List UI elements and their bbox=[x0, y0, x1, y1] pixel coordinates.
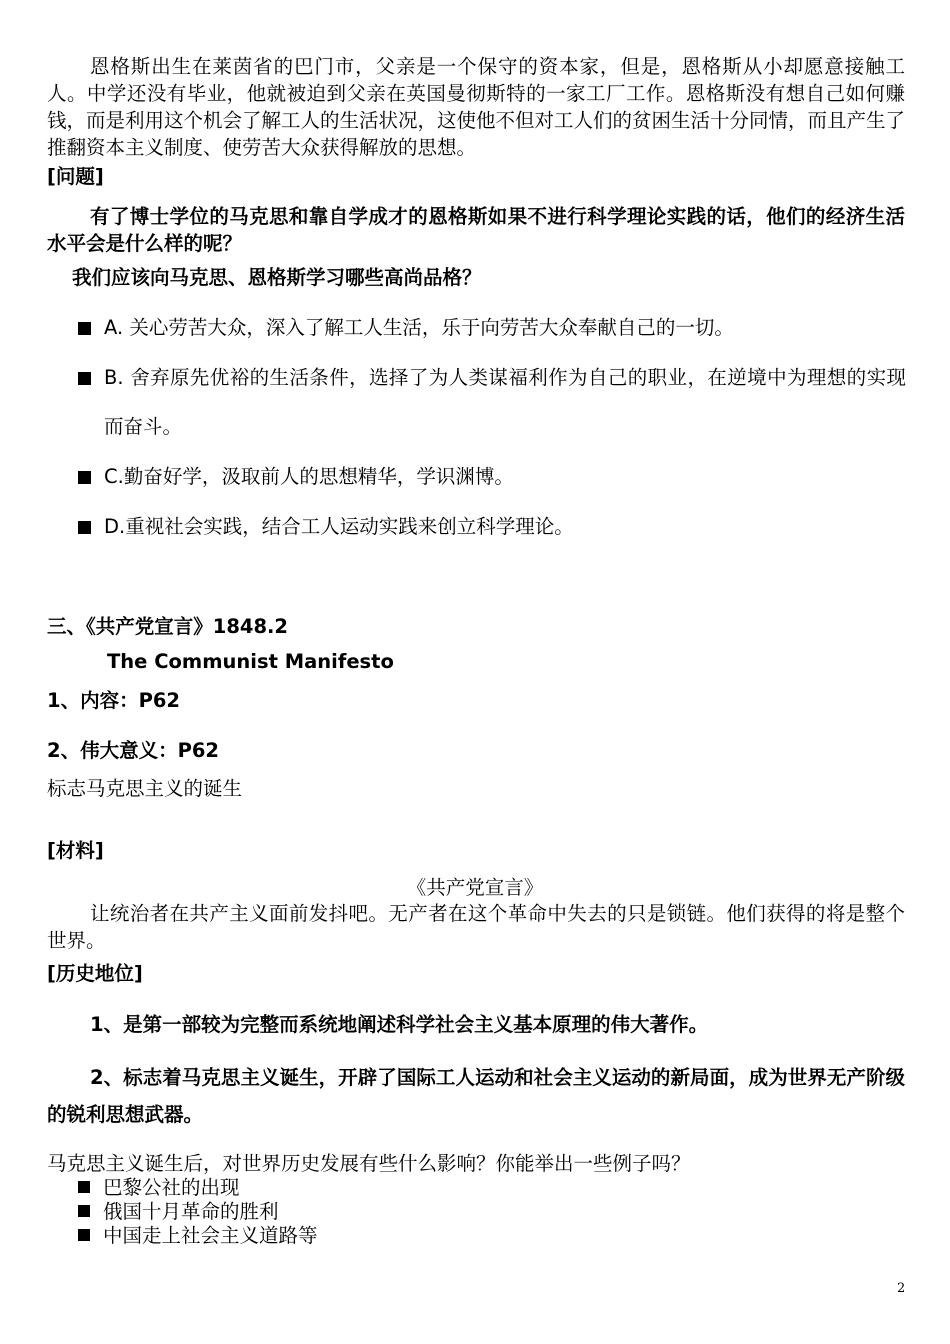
option-letter: C. bbox=[104, 465, 124, 488]
option-text: 舍弃原先优裕的生活条件，选择了为人类谋福利作为自己的职业，在逆境中为理想的实现而奋斗。 bbox=[104, 366, 906, 438]
example-item bbox=[78, 1176, 240, 1200]
option-text: 勤奋好学，汲取前人的思想精华，学识渊博。 bbox=[123, 465, 514, 488]
example-item bbox=[78, 1224, 318, 1248]
option-text: 重视社会实践，结合工人运动实践来创立科学理论。 bbox=[125, 515, 574, 538]
example-text: 巴黎公社的出现 bbox=[103, 1176, 240, 1199]
bullet-square-icon bbox=[78, 1181, 90, 1193]
section-3-subtitle: The Communist Manifesto bbox=[107, 650, 394, 673]
example-item bbox=[78, 1200, 279, 1224]
question-1: 有了博士学位的马克思和靠自学成才的恩格斯如果不进行科学理论实践的话，他们的经济生活水平会是什么样的呢？ bbox=[47, 205, 905, 255]
material-heading: [材料] bbox=[47, 839, 104, 862]
option-text: 关心劳苦大众，深入了解工人生活，乐于向劳苦大众奉献自己的一切。 bbox=[129, 316, 734, 339]
example-text: 俄国十月革命的胜利 bbox=[103, 1200, 279, 1223]
question-heading: [问题] bbox=[47, 165, 104, 188]
bullet-square-icon bbox=[78, 322, 91, 335]
option-letter: A. bbox=[104, 316, 130, 339]
option-a bbox=[78, 303, 906, 352]
example-text: 中国走上社会主义道路等 bbox=[103, 1224, 318, 1247]
significance-note: 标志马克思主义的诞生 bbox=[47, 777, 243, 800]
material-source: 《共产党宣言》 bbox=[406, 876, 544, 899]
material-quote: 让统治者在共产主义面前发抖吧。无产者在这个革命中失去的只是锁链。他们获得的将是整个世界。 bbox=[47, 902, 905, 952]
bullet-square-icon bbox=[78, 1229, 90, 1241]
question-2: 我们应该向马克思、恩格斯学习哪些高尚品格？ bbox=[72, 266, 482, 289]
influence-question: 马克思主义诞生后，对世界历史发展有些什么影响？你能举出一些例子吗？ bbox=[47, 1152, 691, 1175]
history-point-2: 2、标志着马克思主义诞生，开辟了国际工人运动和社会主义运动的新局面，成为世界无产阶级的锐利思想武器。 bbox=[47, 1066, 905, 1126]
option-letter: B. bbox=[104, 366, 131, 389]
section-3-significance: 2、伟大意义：P62 bbox=[47, 739, 219, 762]
bullet-square-icon bbox=[78, 372, 91, 385]
bullet-square-icon bbox=[78, 1205, 90, 1217]
bullet-square-icon bbox=[78, 471, 91, 484]
history-heading: [历史地位] bbox=[47, 962, 143, 985]
page-number: 2 bbox=[897, 1281, 906, 1296]
section-3-content: 1、内容：P62 bbox=[47, 689, 180, 712]
bullet-square-icon bbox=[78, 521, 91, 534]
section-3-title: 三、《共产党宣言》1848.2 bbox=[47, 615, 288, 638]
option-letter: D. bbox=[104, 515, 126, 538]
option-b bbox=[78, 353, 906, 451]
history-point-1: 1、是第一部较为完整而系统地阐述科学社会主义基本原理的伟大著作。 bbox=[90, 1013, 709, 1036]
option-c bbox=[78, 452, 906, 501]
option-d bbox=[78, 502, 906, 551]
intro-paragraph: 恩格斯出生在莱茵省的巴门市，父亲是一个保守的资本家，但是，恩格斯从小却愿意接触工人。中学还没有毕业，他就被迫到父亲在英国曼彻斯特的一家工厂工作。恩格斯没有想自己如何赚钱，而是利用这个机会了解工人的生活状况，这使他不但对工人们的贫困生活十分同情，而且产生了推翻资本主义制度、使劳苦大众获得解放的思想。 bbox=[47, 55, 906, 159]
